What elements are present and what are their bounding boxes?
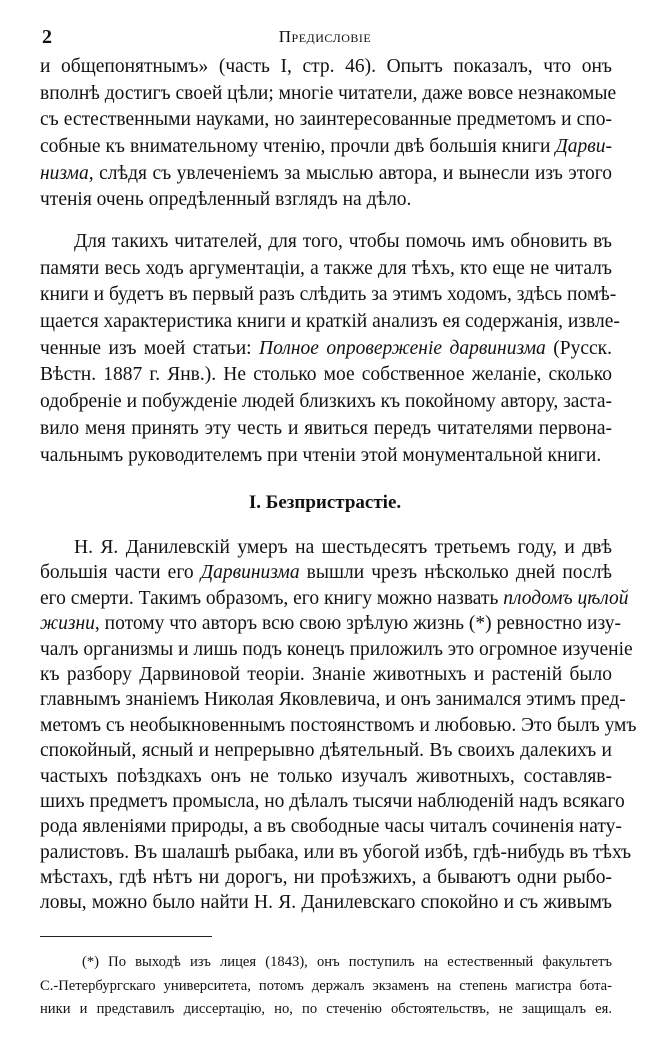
text-line [40, 535, 612, 560]
text-line [40, 362, 612, 389]
text-span: Вѣстн. 1887 г. Янв.). Не столько мое собственное желаніе, сколько [40, 364, 612, 386]
text-span: Для такихъ читателей, для того, чтобы помочь имъ обновить въ [74, 231, 612, 252]
text-line [40, 134, 612, 161]
text-span: Н. Я. Данилевскій умеръ на шестьдесятъ третьемъ году, и двѣ [74, 537, 612, 558]
text-span: къ разбору Дарвиновой теоріи. Знаніе животныхъ и растеній было [40, 663, 612, 685]
text-span: памяти весь ходъ аргументаціи, а также для тѣхъ, кто еще не читалъ [40, 257, 612, 279]
italic-text: низма [40, 162, 89, 184]
text-line [40, 309, 620, 336]
text-span: вполнѣ достигъ своей цѣли; многіе читатели, даже вовсе незнакомые [40, 82, 617, 104]
text-span: (*) По выходѣ изъ лицея (1843), онъ поступилъ на естественный факультетъ [82, 954, 612, 970]
italic-text: плодомъ цѣлой [503, 587, 629, 609]
text-line [40, 890, 612, 915]
text-line [40, 840, 632, 865]
text-span: одобреніе и побужденіе людей близкихъ къ покойному автору, заста- [40, 391, 612, 413]
paragraph-1 [40, 54, 617, 214]
text-span: частыхъ поѣздкахъ онъ не только изучалъ животныхъ, составляв- [40, 765, 612, 787]
italic-text: Полное опроверженіе дарвинизма [259, 337, 546, 359]
footnote [40, 951, 612, 1022]
text-span: собные къ внимательному чтенію, прочли двѣ большія книги [40, 136, 556, 158]
text-span: ралистовъ. Въ шалашѣ рыбака, или въ убогой избѣ, гдѣ-нибудь въ тѣхъ [40, 841, 632, 863]
paragraph-2 [40, 229, 620, 469]
text-line [40, 282, 617, 309]
text-span: спокойный, ясный и непрерывно дѣятельный. Въ своихъ далекихъ и [40, 740, 612, 762]
text-span: шихъ предметъ промысла, но дѣлалъ тысячи наблюденій надъ всякаго [40, 790, 625, 812]
text-line [40, 637, 633, 662]
text-line [40, 54, 612, 81]
text-span: мѣстахъ, гдѣ нѣтъ ни дорогъ, ни проѣзжихъ, а бываютъ одни рыбо- [40, 867, 612, 889]
text-span: метомъ съ необыкновеннымъ постоянствомъ и любовью. Это былъ умъ [40, 714, 637, 736]
text-span: рода явленіями природы, а въ свободные часы читалъ сочиненія нату- [40, 816, 622, 838]
text-span: ники и представилъ диссертацію, но, по стеченію обстоятельствъ, не защищалъ ея. [40, 1001, 612, 1017]
text-span: книги и будетъ въ первый разъ слѣдить за этимъ ходомъ, здѣсь помѣ- [40, 284, 617, 306]
text-line [40, 416, 612, 443]
text-span: чтенія очень опредѣленный взглядъ на дѣло. [40, 189, 412, 211]
text-line [40, 187, 612, 214]
text-line [40, 229, 612, 256]
text-span: , потому что авторъ всю свою зрѣлую жизнь (*) ревностно изу- [94, 613, 622, 635]
paragraph-3 [40, 535, 637, 916]
text-span: щается характеристика книги и краткій анализъ ея содержанія, извле- [40, 311, 620, 333]
text-line [40, 256, 612, 283]
text-line [40, 738, 612, 763]
footnote-rule [40, 936, 212, 937]
text-line [40, 764, 612, 789]
text-span: вило меня принять эту честь и явиться передъ читателями первона- [40, 417, 612, 439]
text-span: (Русск. [545, 337, 613, 359]
text-line [40, 865, 612, 890]
text-span: ченные изъ моей статьи: [40, 337, 259, 359]
text-span: главнымъ знаніемъ Николая Яковлевича, и онъ занимался этимъ пред- [40, 689, 626, 711]
text-line [40, 161, 612, 188]
italic-text: Дарви- [555, 136, 612, 158]
text-line [40, 560, 612, 585]
text-line [40, 951, 612, 975]
text-span: большія части его [40, 562, 201, 584]
text-line [40, 107, 612, 134]
text-line [40, 586, 629, 611]
text-span: , слѣдя съ увлеченіемъ за мыслью автора, и вынесли изъ этого [88, 162, 612, 184]
text-line [40, 687, 626, 712]
text-line [40, 443, 612, 470]
text-span: его смерти. Такимъ образомъ, его книгу можно назвать [40, 587, 504, 609]
text-span: чалъ организмы и лишь подъ конецъ приложилъ это огромное изученіе [40, 638, 633, 660]
text-span: съ естественными науками, но заинтересованные предметомъ и спо- [40, 109, 612, 131]
text-span: ловы, можно было найти Н. Я. Данилевскаго спокойно и съ живымъ [40, 892, 612, 914]
text-line [40, 662, 612, 687]
italic-text: Дарвинизма [200, 562, 300, 584]
running-head: Предисловіе [278, 27, 372, 46]
text-span: чальнымъ руководителемъ при чтеніи этой монументальной книги. [40, 444, 602, 466]
text-line [40, 713, 637, 738]
text-line [40, 975, 612, 999]
text-line [40, 389, 612, 416]
italic-text: жизни [40, 613, 95, 635]
text-span: вышли чрезъ нѣсколько дней послѣ [299, 562, 613, 584]
text-line [40, 998, 612, 1022]
text-line [40, 336, 612, 363]
text-line [40, 81, 617, 108]
text-line [40, 789, 625, 814]
text-line [40, 814, 622, 839]
text-span: С.-Петербургскаго университета, потомъ держалъ экзаменъ на степень магистра бота- [40, 977, 612, 994]
page-number: 2 [42, 26, 52, 48]
text-span: и общепонятнымъ» (часть I, стр. 46). Опытъ показалъ, что онъ [40, 56, 612, 77]
section-heading: I. Безпристрастіе. [248, 492, 402, 513]
text-line [40, 611, 622, 636]
